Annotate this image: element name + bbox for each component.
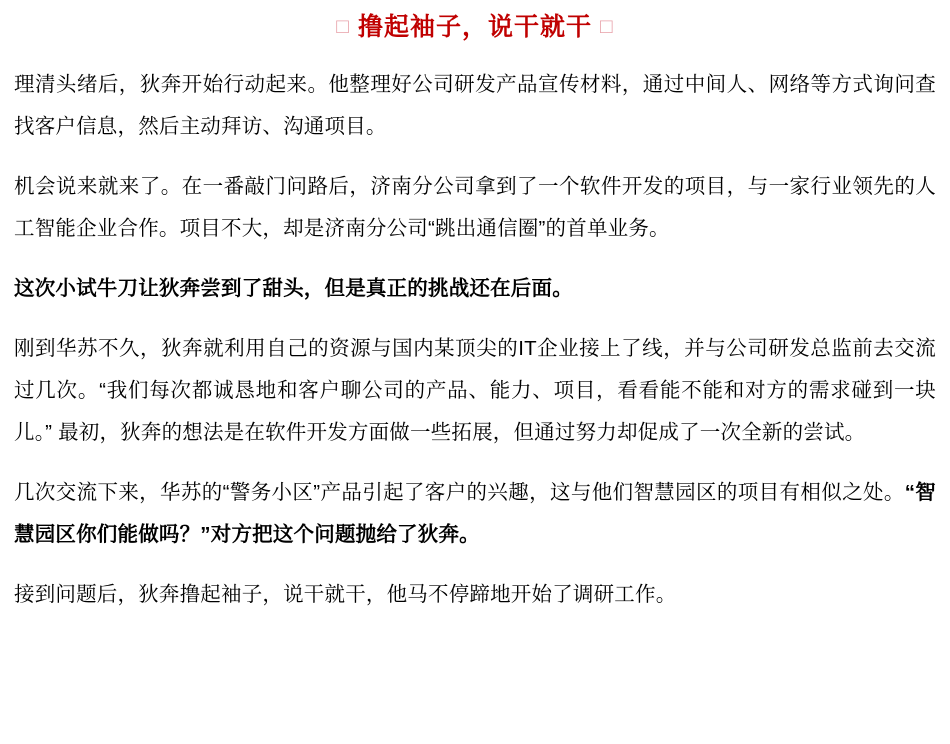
ornament-right-icon: □ (600, 15, 614, 38)
document-page (0, 12, 950, 744)
paragraph-3: 这次小试牛刀让狄奔尝到了甜头，但是真正的挑战还在后面。 (14, 277, 573, 300)
paragraph-5-segment-bold: “智慧园区你们能做吗？”对方把这个问题抛给了狄奔。 (14, 481, 937, 546)
paragraph-4: 刚到华苏不久，狄奔就利用自己的资源与国内某顶尖的IT企业接上了线，并与公司研发总监前去交流过几次。“我们每次都诚恳地和客户聊公司的产品、能力、项目，看看能不能和对方的需求碰到一块儿。” 最初，狄奔的想法是在软件开发方面做一些拓展，但通过努力却促成了一次全新的尝试。 (14, 337, 936, 444)
paragraph-2: 机会说来就来了。在一番敲门问路后，济南分公司拿到了一个软件开发的项目，与一家行业领先的人工智能企业合作。项目不大，却是济南分公司“跳出通信圈”的首单业务。 (14, 175, 936, 240)
paragraph-1: 理清头绪后，狄奔开始行动起来。他整理好公司研发产品宣传材料，通过中间人、网络等方式询问查找客户信息，然后主动拜访、沟通项目。 (14, 73, 936, 138)
paragraph-5-segment-normal: 几次交流下来，华苏的“警务小区”产品引起了客户的兴趣，这与他们智慧园区的项目有相似之处。 (14, 481, 905, 504)
section-heading-text: 撸起袖子，说干就干 (357, 13, 592, 41)
ornament-left-icon: □ (336, 15, 350, 38)
paragraph-5 (14, 472, 936, 556)
section-heading (14, 12, 936, 42)
paragraph-6: 接到问题后，狄奔撸起袖子，说干就干，他马不停蹄地开始了调研工作。 (14, 583, 677, 606)
